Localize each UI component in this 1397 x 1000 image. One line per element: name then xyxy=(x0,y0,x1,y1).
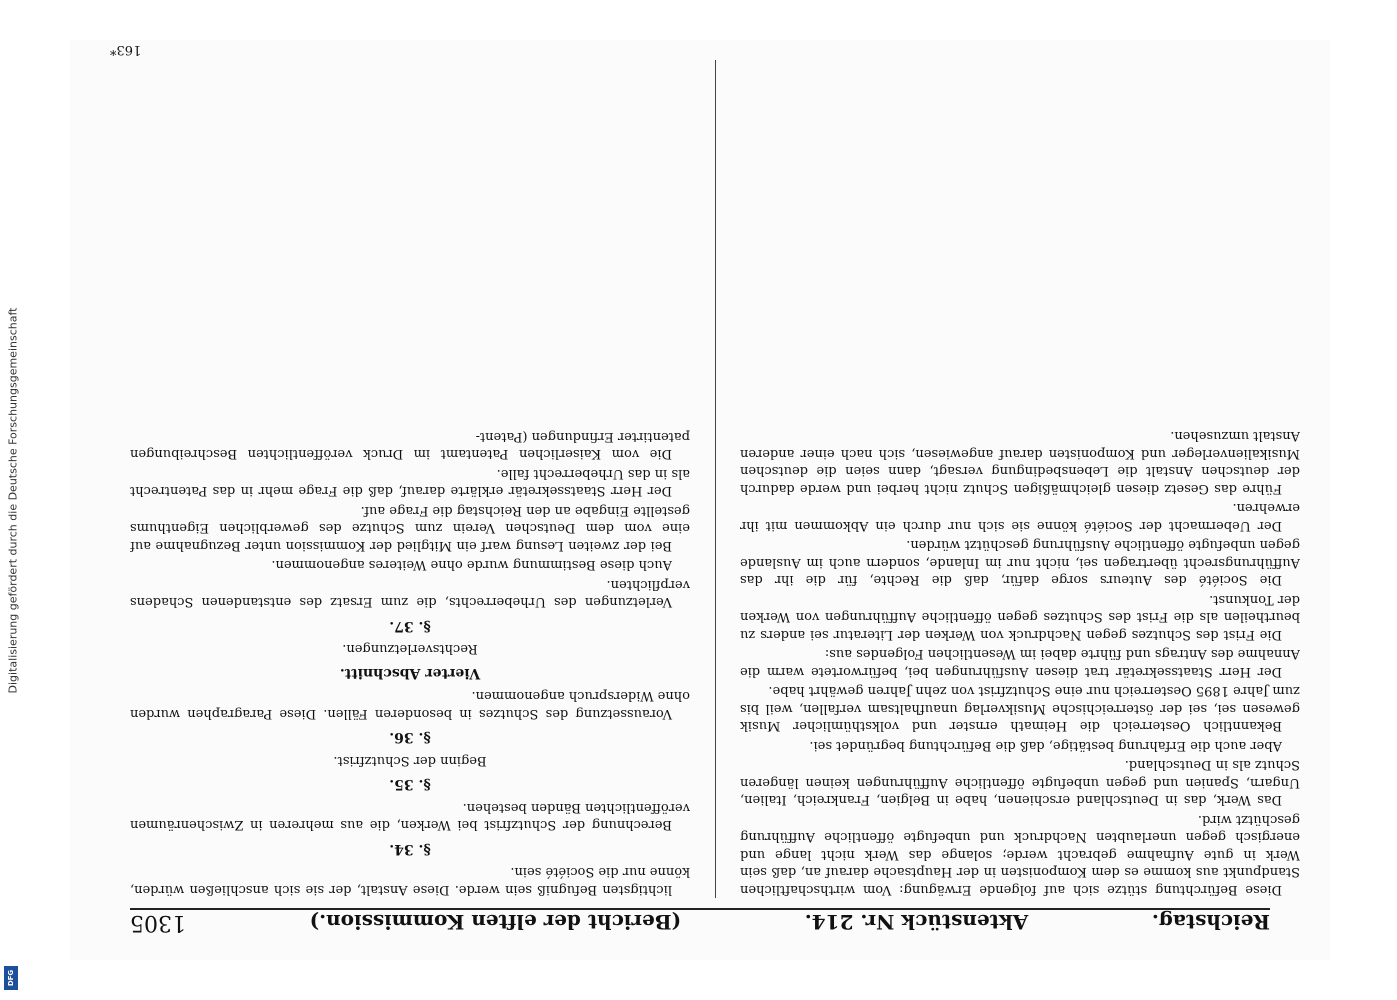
left-column xyxy=(740,60,1300,898)
header-left-title: Reichstag. xyxy=(1151,910,1270,934)
attribution-text: Digitalisierung gefördert durch die Deutsche Forschungsgemeinschaft xyxy=(6,307,20,693)
section-subheading: Rechtsverletzungen. xyxy=(342,641,478,657)
section-heading: Vierter Abschnitt. xyxy=(339,665,481,681)
paragraph: Auch diese Bestimmung wurde ohne Weiteres angenommen. xyxy=(271,557,672,573)
signature-mark: 163* xyxy=(110,42,142,57)
scanned-page xyxy=(70,40,1330,960)
paragraph: Bekanntlich Oesterreich die Heimath ernster und volksthümlicher Musik gewesen sei, sei der österreichische Musikverlag unaufhaltsam verfallen, weil bis zum Jahre 1895 Oesterreich nur eine Schutzfrist von zehn Jahren gewährt habe. xyxy=(740,683,1300,734)
paragraph: Die vom Kaiserlichen Patentamt im Druck veröffentlichten Beschreibungen patentirter Erfindungen (Patent- xyxy=(130,429,690,462)
header-right-title: (Bericht der elften Kommission.) xyxy=(309,910,682,934)
paragraph: Bei der zweiten Lesung warf ein Mitglied der Kommission unter Bezugnahme auf eine vom dem Deutschen Verein zum Schutze des gewerblichen Eigenthums gestellte Eingabe an den Reichstag die Frage auf. xyxy=(130,503,690,553)
side-attribution xyxy=(0,40,26,960)
right-column xyxy=(130,60,690,898)
column-divider xyxy=(715,60,716,898)
paragraph: Der Herr Staatssekretär erklärte darauf, daß die Frage mehr in das Patentrecht als in das Urheberrecht falle. xyxy=(130,466,690,499)
header-center-title: Aktenstück Nr. 214. xyxy=(804,910,1029,934)
section-heading: §. 35. xyxy=(389,776,431,793)
intro-paragraph: lichtigsten Befugniß sein werde. Diese Anstalt, der sie sich anschließen würden, könne nur die Société sein. xyxy=(130,864,690,897)
section-heading: §. 37. xyxy=(389,618,431,634)
section-text: Verletzungen des Urheberrechts, die zum Ersatz des entstandenen Schadens verpflichten. xyxy=(130,577,690,610)
paragraph: Die Frist des Schutzes gegen Nachdruck von Werken der Literatur sei anders zu beurtheilen als die Frist des Schutzes gegen öffentliche Aufführungen von Werken der Tonkunst. xyxy=(740,592,1300,642)
rotated-scan xyxy=(70,40,1330,960)
page-header xyxy=(130,908,1270,950)
dfg-logo xyxy=(4,966,18,990)
paragraph: Der Herr Staatssekretär trat diesen Ausführungen bei, befürwortete warm die Annahme des Antrags und führte dabei im Wesentlichen Folgendes aus: xyxy=(740,646,1300,679)
logo-text: DFG xyxy=(7,969,15,987)
section-text: Berechnung der Schutzfrist bei Werken, die aus mehreren in Zwischenräumen veröffentlichten Bänden bestehen. xyxy=(130,800,690,833)
paragraph: Führe das Gesetz diesen gleichmäßigen Schutz nicht herbei und werde dadurch der deutschen Anstalt die Lebensbedingung versagt, dann seien die deutschen Musikalienverleger und Komponisten darauf angewiesen, sich nach einer anderen Anstalt umzusehen. xyxy=(740,428,1300,496)
paragraph: Aber auch die Erfahrung bestätige, daß die Befürchtung begründet sei. xyxy=(809,738,1282,753)
paragraph: Das Werk, das in Deutschland erschienen, habe in Belgien, Frankreich, Italien, Ungarn, Spanien und gegen unbefugte öffentliche Aufführungen keinen längeren Schutz als in Deutschland. xyxy=(740,757,1300,808)
section-subheading: Beginn der Schutzfrist. xyxy=(333,753,487,768)
paragraph: Diese Befürchtung stütze sich auf folgende Erwägung: Vom wirthschaftlichen Standpunkt aus komme es dem Komponisten in der Hauptsache darauf an, daß sein Werk in gute Aufnahme gebracht werde; solange das Werk nicht lange und energisch gegen unerlaubten Nachdruck und unbefugte öffentliche Aufführung geschützt wird. xyxy=(740,812,1300,897)
section-heading: §. 36. xyxy=(389,729,431,746)
section-heading: §. 34. xyxy=(389,841,431,857)
paragraph: Der Uebermacht der Société könne sie sich nur durch ein Abkommen mit ihr erwehren. xyxy=(740,500,1300,533)
paragraph: Die Société des Auteurs sorge dafür, daß die Rechte, für die ihr das Aufführungsrecht übertragen sei, nicht nur im Inlande, sondern auch im Auslande gegen unbefugte öffentliche Ausführung geschützt würden. xyxy=(740,537,1300,588)
section-text: Voraussetzung des Schutzes in besonderen Fällen. Diese Paragraphen wurden ohne Widerspruch angenommen. xyxy=(130,688,690,721)
page-number: 1305 xyxy=(130,910,187,935)
